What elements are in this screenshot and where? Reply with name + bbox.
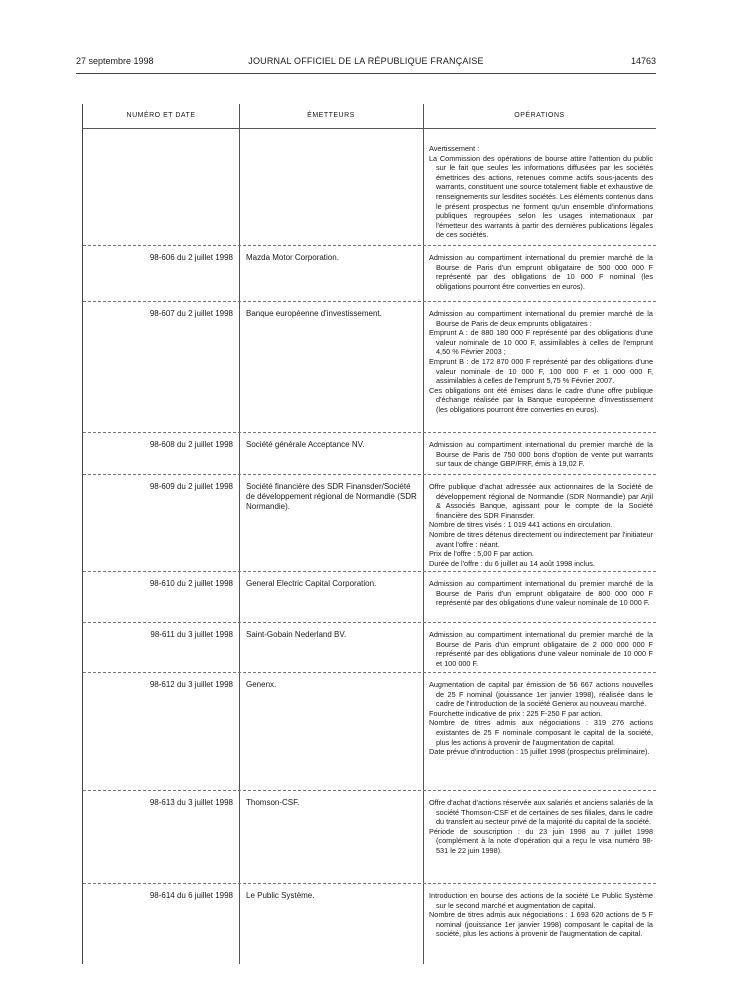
issuer-name: Banque européenne d'investissement. <box>246 309 382 318</box>
operation-paragraph: Emprunt A : de 880 180 000 F représenté par des obligations d'une valeur nominale de 10 000 F, assimilables à celles de l'emprunt 4,50 % Février 2003 ; <box>429 328 653 357</box>
operation-paragraph: Date prévue d'introduction : 15 juillet 1998 (prospectus préliminaire). <box>429 747 650 757</box>
table-row <box>83 436 656 478</box>
header-rule <box>76 73 656 74</box>
operation-paragraph: La Commission des opérations de bourse attire l'attention du public sur le fait que seules les informations diffusées par les sociétés émettrices des actions, retenues comme actifs sous-jacents des warrants, constituent une source totalement fiable et exhaustive de renseignements sur lesdites sociétés. Les éléments contenus dans le présent prospectus ne forment qu'un ensemble d'informations publiques regroupées selon les usages internationaux par l'émetteur des warrants à partir des dernières publications légales de ces sociétés. <box>429 153 653 240</box>
operation-description <box>429 309 653 415</box>
header-separator <box>83 128 656 129</box>
operation-paragraph: Emprunt B : de 172 870 000 F représenté par des obligations d'une valeur nominale de 10 000 F, 100 000 F et 1 000 000 F, assimilables à celles de l'emprunt 5,75 % Février 2007. <box>429 356 653 386</box>
issuer-name: Mazda Motor Corporation. <box>246 253 339 262</box>
operation-paragraph: Prix de l'offre : 5,00 F par action. <box>429 549 535 559</box>
issuer-name: Société financière des SDR Finansder/Société de développement régional de Normandie (SDR Normandie). <box>246 482 417 511</box>
operation-paragraph: Admission au compartiment international du premier marché de la Bourse de Paris d'un emprunt obligataire de 800 000 000 F représenté par des obligations d'une valeur nominale de 10 000 F. <box>429 579 653 608</box>
operation-description <box>429 579 653 608</box>
operation-description <box>429 482 653 568</box>
row-separator <box>83 571 656 572</box>
operation-description <box>429 798 653 856</box>
journal-title: JOURNAL OFFICIEL DE LA RÉPUBLIQUE FRANÇAISE <box>248 56 484 66</box>
operation-paragraph: Nombre de titres admis aux négociations : 319 276 actions existantes de 25 F nominale composant le capital de la société, plus les actions à provenir de l'augmentation de capital. <box>429 718 653 747</box>
operation-paragraph: Nombre de titres visés : 1 019 441 actions en circulation. <box>429 520 613 530</box>
issuer-name: Genenx. <box>246 680 277 689</box>
row-separator <box>83 672 656 673</box>
operation-paragraph: Avertissement : <box>429 144 480 153</box>
operation-description <box>429 440 653 469</box>
row-separator <box>83 474 656 475</box>
header-date: 27 septembre 1998 <box>76 56 154 66</box>
operations-table <box>82 104 656 964</box>
operation-paragraph: Augmentation de capital par émission de 56 667 actions nouvelles de 25 F nominal (jouissance 1er janvier 1998), réalisée dans le cadre de l'introduction de la société Genenx au nouveau marché. <box>429 680 653 709</box>
issuer-name: Société générale Acceptance NV. <box>246 440 365 449</box>
row-separator <box>83 432 656 433</box>
operation-description <box>429 891 653 939</box>
operation-paragraph: Admission au compartiment international du premier marché de la Bourse de Paris de 750 000 bons d'option de vente put warrants sur taux de change GBP/FRF, émis à 19,02 F. <box>429 440 653 469</box>
operation-paragraph: Offre publique d'achat adressée aux actionnaires de la Société de développement régional de Normandie (SDR Normandie) par Arjil & Associés Banque, agissant pour le compte de la Société financière des SDR Finansder. <box>429 482 653 520</box>
operation-description <box>429 253 653 291</box>
table-row <box>83 478 656 575</box>
issuer-name: General Electric Capital Corporation. <box>246 579 377 588</box>
row-separator <box>83 790 656 791</box>
operation-number: 98-609 du 2 juillet 1998 <box>149 482 233 491</box>
row-separator <box>83 301 656 302</box>
row-separator <box>83 245 656 246</box>
table-row <box>83 249 656 305</box>
column-header-issuers: ÉMETTEURS <box>307 112 355 119</box>
operation-number: 98-606 du 2 juillet 1998 <box>149 253 233 262</box>
issuer-name: Saint-Gobain Nederland BV. <box>246 630 347 639</box>
operation-number: 98-607 du 2 juillet 1998 <box>149 309 233 318</box>
column-header-operations: OPÉRATIONS <box>514 112 565 119</box>
table-row <box>83 140 656 249</box>
table-row <box>83 305 656 436</box>
operation-paragraph: Admission au compartiment international du premier marché de la Bourse de Paris de deux emprunts obligataires : <box>429 309 653 328</box>
operation-number: 98-611 du 3 juillet 1998 <box>150 630 233 639</box>
issuer-name: Thomson-CSF. <box>246 798 300 807</box>
operation-description <box>429 630 653 668</box>
table-row <box>83 887 656 964</box>
operation-paragraph: Durée de l'offre : du 6 juillet au 14 août 1998 inclus. <box>429 558 595 568</box>
table-row <box>83 575 656 626</box>
operation-paragraph: Admission au compartiment international du premier marché de la Bourse de Paris d'un emprunt obligataire de 500 000 000 F représenté par des obligations de 10 000 F nominal (les obligations pourront être converties en euros). <box>429 253 653 291</box>
table-row <box>83 794 656 887</box>
operation-paragraph: Nombre de titres admis aux négociations : 1 693 620 actions de 5 F nominal (jouissance 1er janvier 1998) composant le capital de la société, plus les actions à provenir de l'augmentation de capital. <box>429 910 653 939</box>
page-number: 14763 <box>630 56 656 66</box>
table-row <box>83 626 656 676</box>
operation-number: 98-613 du 3 juillet 1998 <box>149 798 233 807</box>
operation-paragraph: Offre d'achat d'actions réservée aux salariés et anciens salariés de la société Thomson-CSF et de certaines de ses filiales, dans le cadre du transfert au secteur privé de la majorité du capital de la société. <box>429 798 653 827</box>
issuer-name: Le Public Système. <box>246 891 315 900</box>
operation-paragraph: Admission au compartiment international du premier marché de la Bourse de Paris d'un emprunt obligataire de 2 000 000 000 F représenté par des obligations d'une valeur nominale de 10 000 F et 100 000 F. <box>429 630 653 668</box>
operation-paragraph: Nombre de titres détenus directement ou indirectement par l'initiateur avant l'offre : néant. <box>429 529 653 549</box>
operation-paragraph: Ces obligations ont été émises dans le cadre d'une offre publique d'échange réalisée par la Banque européenne d'investissement (les obligations pourront être converties en euros). <box>429 385 653 414</box>
operation-paragraph: Période de souscription : du 23 juin 1998 au 7 juillet 1998 (complément à la note d'opération qui a reçu le visa numéro 98-531 le 22 juin 1998). <box>429 826 653 855</box>
operation-description <box>429 680 653 757</box>
row-separator <box>83 622 656 623</box>
row-separator <box>83 883 656 884</box>
operation-paragraph: Introduction en bourse des actions de la société Le Public Système sur le second marché et augmentation de capital. <box>429 891 653 910</box>
operation-number: 98-610 du 2 juillet 1998 <box>149 579 233 588</box>
page-header <box>76 56 656 70</box>
operation-number: 98-612 du 3 juillet 1998 <box>149 680 233 689</box>
table-row <box>83 676 656 794</box>
operation-number: 98-608 du 2 juillet 1998 <box>149 440 233 449</box>
operation-description <box>429 144 653 240</box>
operation-number: 98-614 du 6 juillet 1998 <box>149 891 233 900</box>
operation-paragraph: Fourchette indicative de prix : 225 F-250 F par action. <box>429 708 603 718</box>
column-header-number: NUMÉRO ET DATE <box>126 112 196 119</box>
